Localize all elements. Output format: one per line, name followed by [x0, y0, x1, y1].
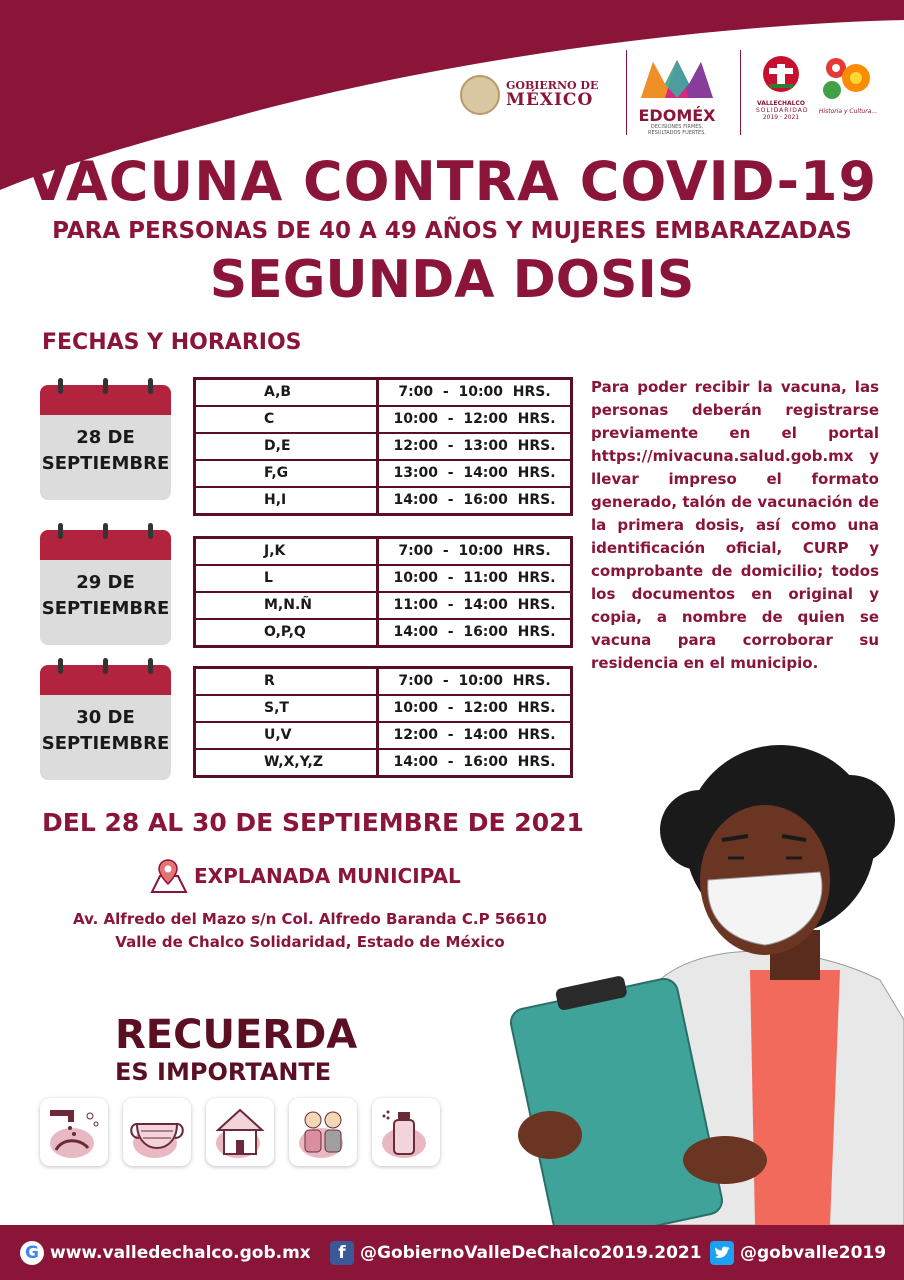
calendar-date — [40, 570, 171, 622]
calendar-ring-icon — [148, 658, 153, 674]
website-text: www.valledechalco.gob.mx — [50, 1242, 311, 1263]
letters-cell: M,N.Ñ — [196, 593, 379, 618]
location-name: EXPLANADA MUNICIPAL — [194, 864, 461, 888]
valle-years: 2019 · 2021 — [762, 114, 800, 121]
twitter-icon — [710, 1241, 734, 1265]
date-line2: SEPTIEMBRE — [41, 598, 170, 620]
calendar-ring-icon — [58, 523, 63, 539]
date-range: DEL 28 AL 30 DE SEPTIEMBRE DE 2021 — [42, 808, 584, 837]
edomex-logo — [636, 56, 718, 136]
table-row — [196, 669, 570, 694]
logo-bar — [460, 50, 880, 140]
address-line2: Valle de Chalco Solidaridad, Estado de México — [115, 933, 505, 951]
table-row — [196, 459, 570, 486]
table-row — [196, 539, 570, 564]
calendar-day-2 — [40, 530, 171, 645]
table-row — [196, 591, 570, 618]
gob-line1: GOBIERNO DE — [506, 79, 599, 93]
hours-cell: 14:00 - 16:00 HRS. — [393, 754, 556, 770]
edomex-m-icon — [639, 56, 715, 100]
schedule-table-day-1 — [193, 377, 573, 516]
hours-cell: 14:00 - 16:00 HRS. — [393, 624, 556, 640]
historia-cultura-logo — [817, 54, 879, 115]
date-line2: SEPTIEMBRE — [41, 733, 170, 755]
hours-cell: 7:00 - 10:00 HRS. — [398, 543, 551, 559]
edomex-name: EDOMÉX — [638, 106, 716, 125]
letters-cell: F,G — [196, 461, 379, 486]
address-line1: Av. Alfredo del Mazo s/n Col. Alfredo Baranda C.P 56610 — [73, 910, 547, 928]
gobierno-mexico-logo — [460, 75, 598, 115]
table-row — [196, 432, 570, 459]
hours-cell: 14:00 - 16:00 HRS. — [393, 492, 556, 508]
valle-name: VALLECHALCO — [756, 100, 806, 107]
hours-cell: 12:00 - 14:00 HRS. — [393, 727, 556, 743]
valle-emblem-icon — [761, 54, 801, 98]
valle-sub: SOLIDARIDAD — [756, 107, 809, 114]
letters-cell: W,X,Y,Z — [196, 750, 379, 775]
doctor-illustration — [500, 740, 904, 1225]
table-row — [196, 694, 570, 721]
requirements-paragraph: Para poder recibir la vacuna, las personas deberán registrarse previamente en el portal https://mivacuna.salud.gob.mx y llevar impreso el formato generado, talón de vacunación de la primera dosis, así como una identificación oficial, CURP y comprobante de domicilio; todos los documentos en original y copia, a nombre de quien se vacuna para corroborar su residencia en el municipio. — [591, 378, 879, 672]
calendar-ring-icon — [103, 658, 108, 674]
date-line1: 29 DE — [76, 572, 135, 593]
calendar-ring-icon — [103, 523, 108, 539]
reminder-title: RECUERDA — [115, 1012, 358, 1058]
sanitizer-spray-icon — [372, 1098, 440, 1166]
gob-line2: MÉXICO — [506, 89, 594, 110]
handwash-icon — [40, 1098, 108, 1166]
map-pin-icon — [148, 858, 190, 894]
website-link[interactable] — [20, 1241, 311, 1265]
letters-cell: C — [196, 407, 379, 432]
subtitle: PARA PERSONAS DE 40 A 49 AÑOS Y MUJERES EMBARAZADAS — [52, 218, 852, 244]
gears-icon — [818, 54, 878, 106]
face-mask-icon — [123, 1098, 191, 1166]
hours-cell: 12:00 - 13:00 HRS. — [393, 438, 556, 454]
edomex-tagline: DECISIONES FIRMES, RESULTADOS FUERTES. — [648, 124, 706, 136]
calendar-date — [40, 425, 171, 477]
table-row — [196, 486, 570, 513]
letters-cell: O,P,Q — [196, 620, 379, 645]
letters-cell: L — [196, 566, 379, 591]
hours-cell: 10:00 - 12:00 HRS. — [393, 700, 556, 716]
facebook-icon: f — [330, 1241, 354, 1265]
hours-cell: 13:00 - 14:00 HRS. — [393, 465, 556, 481]
letters-cell: U,V — [196, 723, 379, 748]
house-icon — [206, 1098, 274, 1166]
calendar-day-1 — [40, 385, 171, 500]
schedule-table-day-2 — [193, 536, 573, 648]
table-row — [196, 564, 570, 591]
calendar-date — [40, 705, 171, 757]
hours-cell: 7:00 - 10:00 HRS. — [398, 673, 551, 689]
valle-chalco-logo — [756, 54, 809, 121]
mexico-seal-icon — [460, 75, 500, 115]
date-line1: 30 DE — [76, 707, 135, 728]
letters-cell: S,T — [196, 696, 379, 721]
table-row — [196, 405, 570, 432]
dose-title: SEGUNDA DOSIS — [209, 250, 695, 310]
footer-bar — [0, 1225, 904, 1280]
hours-cell: 7:00 - 10:00 HRS. — [398, 384, 551, 400]
logo-divider — [626, 50, 627, 135]
letters-cell: J,K — [196, 539, 379, 564]
letters-cell: R — [196, 669, 379, 694]
facebook-text: @GobiernoValleDeChalco2019.2021 — [360, 1242, 702, 1263]
location — [148, 858, 461, 894]
date-line1: 28 DE — [76, 427, 135, 448]
hours-cell: 10:00 - 12:00 HRS. — [393, 411, 556, 427]
reminder-subtitle: ES IMPORTANTE — [115, 1058, 332, 1086]
date-line2: SEPTIEMBRE — [41, 453, 170, 475]
letters-cell: D,E — [196, 434, 379, 459]
letters-cell: H,I — [196, 488, 379, 513]
hours-cell: 10:00 - 11:00 HRS. — [393, 570, 556, 586]
calendar-ring-icon — [148, 523, 153, 539]
section-label: FECHAS Y HORARIOS — [42, 330, 302, 355]
main-title: VACUNA CONTRA COVID-19 — [26, 150, 878, 213]
elderly-couple-icon — [289, 1098, 357, 1166]
calendar-ring-icon — [58, 658, 63, 674]
table-row — [196, 618, 570, 645]
calendar-ring-icon — [58, 378, 63, 394]
twitter-text: @gobvalle2019 — [740, 1242, 887, 1263]
calendar-ring-icon — [103, 378, 108, 394]
historia-text: Historia y Cultura... — [818, 108, 878, 115]
facebook-link[interactable] — [330, 1241, 702, 1265]
hours-cell: 11:00 - 14:00 HRS. — [393, 597, 556, 613]
logo-divider — [740, 50, 741, 135]
google-icon: G — [20, 1241, 44, 1265]
calendar-ring-icon — [148, 378, 153, 394]
calendar-day-3 — [40, 665, 171, 780]
table-row — [196, 380, 570, 405]
letters-cell: A,B — [196, 380, 379, 405]
twitter-link[interactable] — [710, 1241, 886, 1265]
